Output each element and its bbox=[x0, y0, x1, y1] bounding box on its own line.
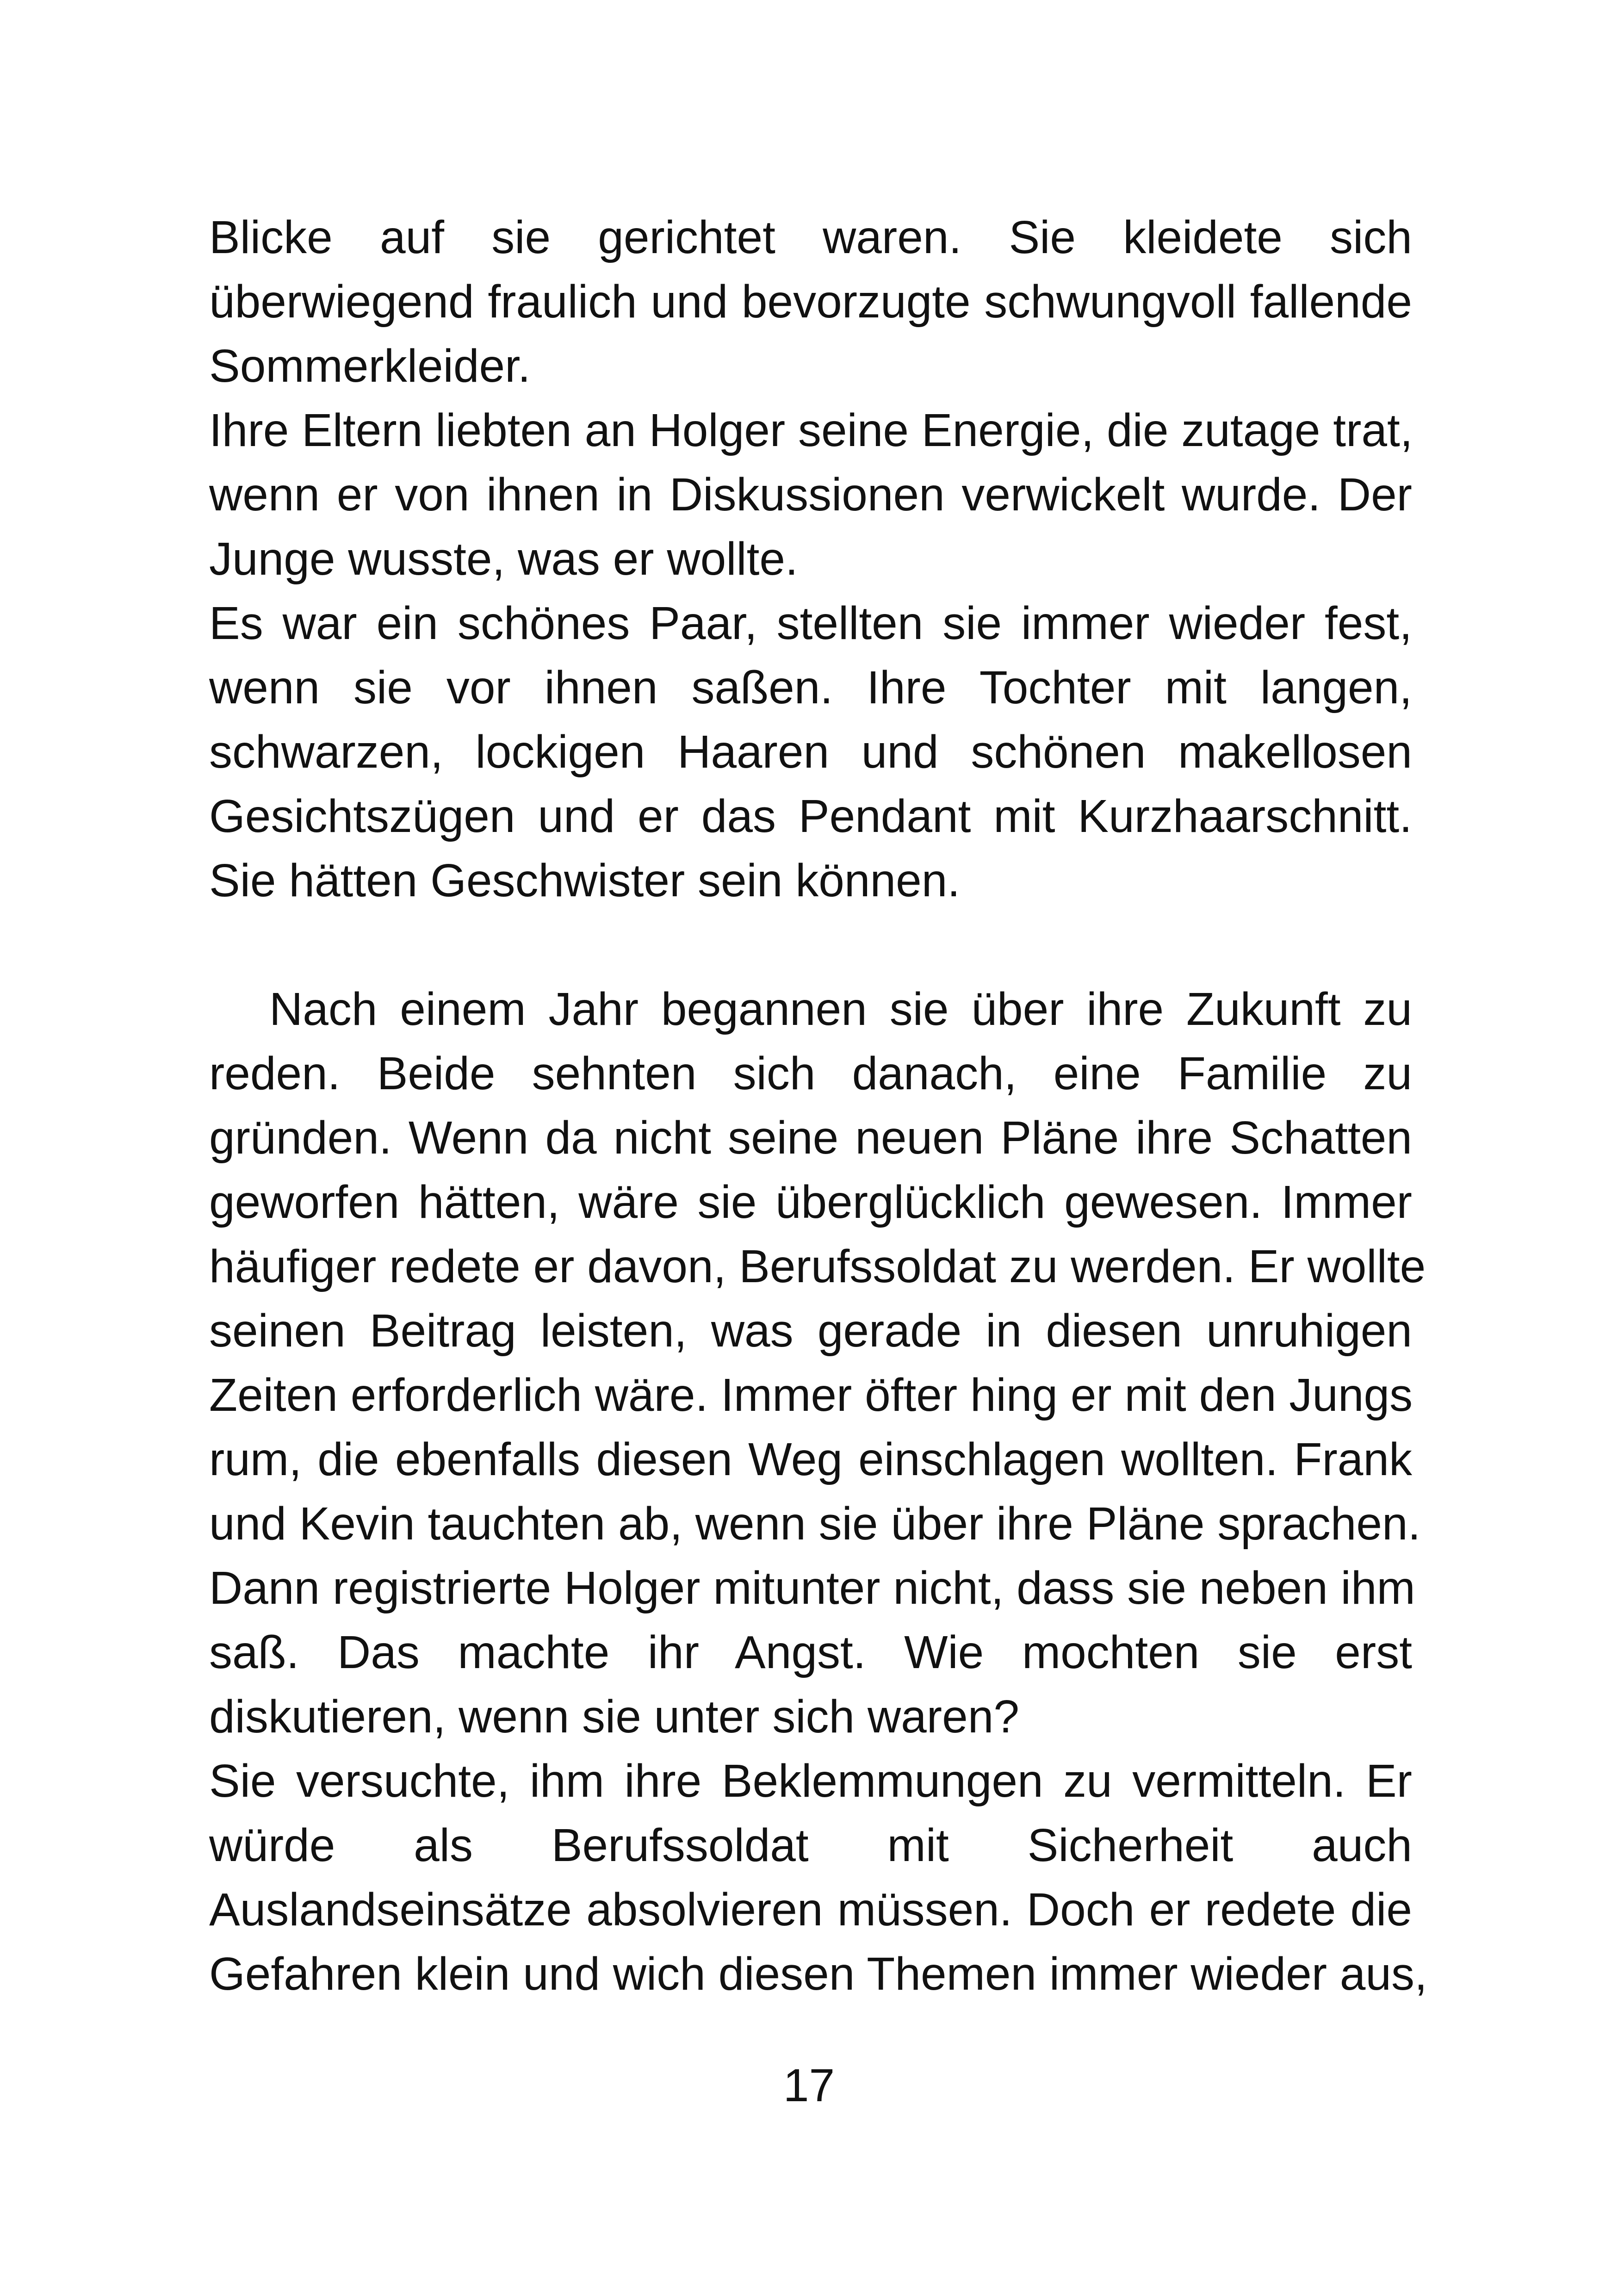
text-line: saß. Das machte ihr Angst. Wie mochten sie erst bbox=[209, 1626, 1412, 1678]
text-line: seinen Beitrag leisten, was gerade in diesen unruhigen bbox=[209, 1305, 1412, 1357]
text-line: wenn er von ihnen in Diskussionen verwickelt wurde. Der bbox=[209, 469, 1412, 521]
text-line: und Kevin tauchten ab, wenn sie über ihre Pläne sprachen. bbox=[209, 1498, 1421, 1550]
paragraph-gap bbox=[209, 913, 1412, 977]
text-line: Gesichtszügen und er das Pendant mit Kurzhaarschnitt. bbox=[209, 790, 1412, 842]
text-line: Nach einem Jahr begannen sie über ihre Zukunft zu bbox=[269, 983, 1412, 1035]
text-line: Blicke auf sie gerichtet waren. Sie kleidete sich bbox=[209, 211, 1412, 263]
page-number: 17 bbox=[783, 2060, 835, 2111]
text-line: diskutieren, wenn sie unter sich waren? bbox=[209, 1691, 1019, 1743]
text-line: Junge wusste, was er wollte. bbox=[209, 533, 798, 585]
text-line: Sie hätten Geschwister sein können. bbox=[209, 855, 961, 906]
text-line: geworfen hätten, wäre sie überglücklich gewesen. Immer bbox=[209, 1176, 1412, 1228]
text-line: reden. Beide sehnten sich danach, eine Familie zu bbox=[209, 1048, 1412, 1099]
text-line: überwiegend fraulich und bevorzugte schwungvoll fallende bbox=[209, 276, 1412, 328]
text-line: Ihre Eltern liebten an Holger seine Energie, die zutage trat, bbox=[209, 404, 1413, 456]
text-line: Sie versuchte, ihm ihre Beklemmungen zu vermitteln. Er bbox=[209, 1755, 1412, 1807]
text-line: Zeiten erforderlich wäre. Immer öfter hing er mit den Jungs bbox=[209, 1369, 1413, 1421]
text-line: Gefahren klein und wich diesen Themen immer wieder aus, bbox=[209, 1948, 1427, 2000]
body-text bbox=[209, 205, 1427, 2006]
text-line: Dann registrierte Holger mitunter nicht, dass sie neben ihm bbox=[209, 1562, 1415, 1614]
text-line: würde als Berufssoldat mit Sicherheit auch bbox=[209, 1819, 1412, 1871]
text-line: gründen. Wenn da nicht seine neuen Pläne ihre Schatten bbox=[209, 1112, 1412, 1164]
text-line: Sommerkleider. bbox=[209, 340, 531, 392]
text-line: Es war ein schönes Paar, stellten sie immer wieder fest, bbox=[209, 597, 1412, 649]
text-line: wenn sie vor ihnen saßen. Ihre Tochter mit langen, bbox=[209, 662, 1412, 714]
text-line: Auslandseinsätze absolvieren müssen. Doch er redete die bbox=[209, 1884, 1412, 1936]
text-line: schwarzen, lockigen Haaren und schönen makellosen bbox=[209, 726, 1412, 778]
text-line: häufiger redete er davon, Berufssoldat zu werden. Er wollte bbox=[209, 1241, 1426, 1292]
text-line: rum, die ebenfalls diesen Weg einschlagen wollten. Frank bbox=[209, 1433, 1412, 1485]
